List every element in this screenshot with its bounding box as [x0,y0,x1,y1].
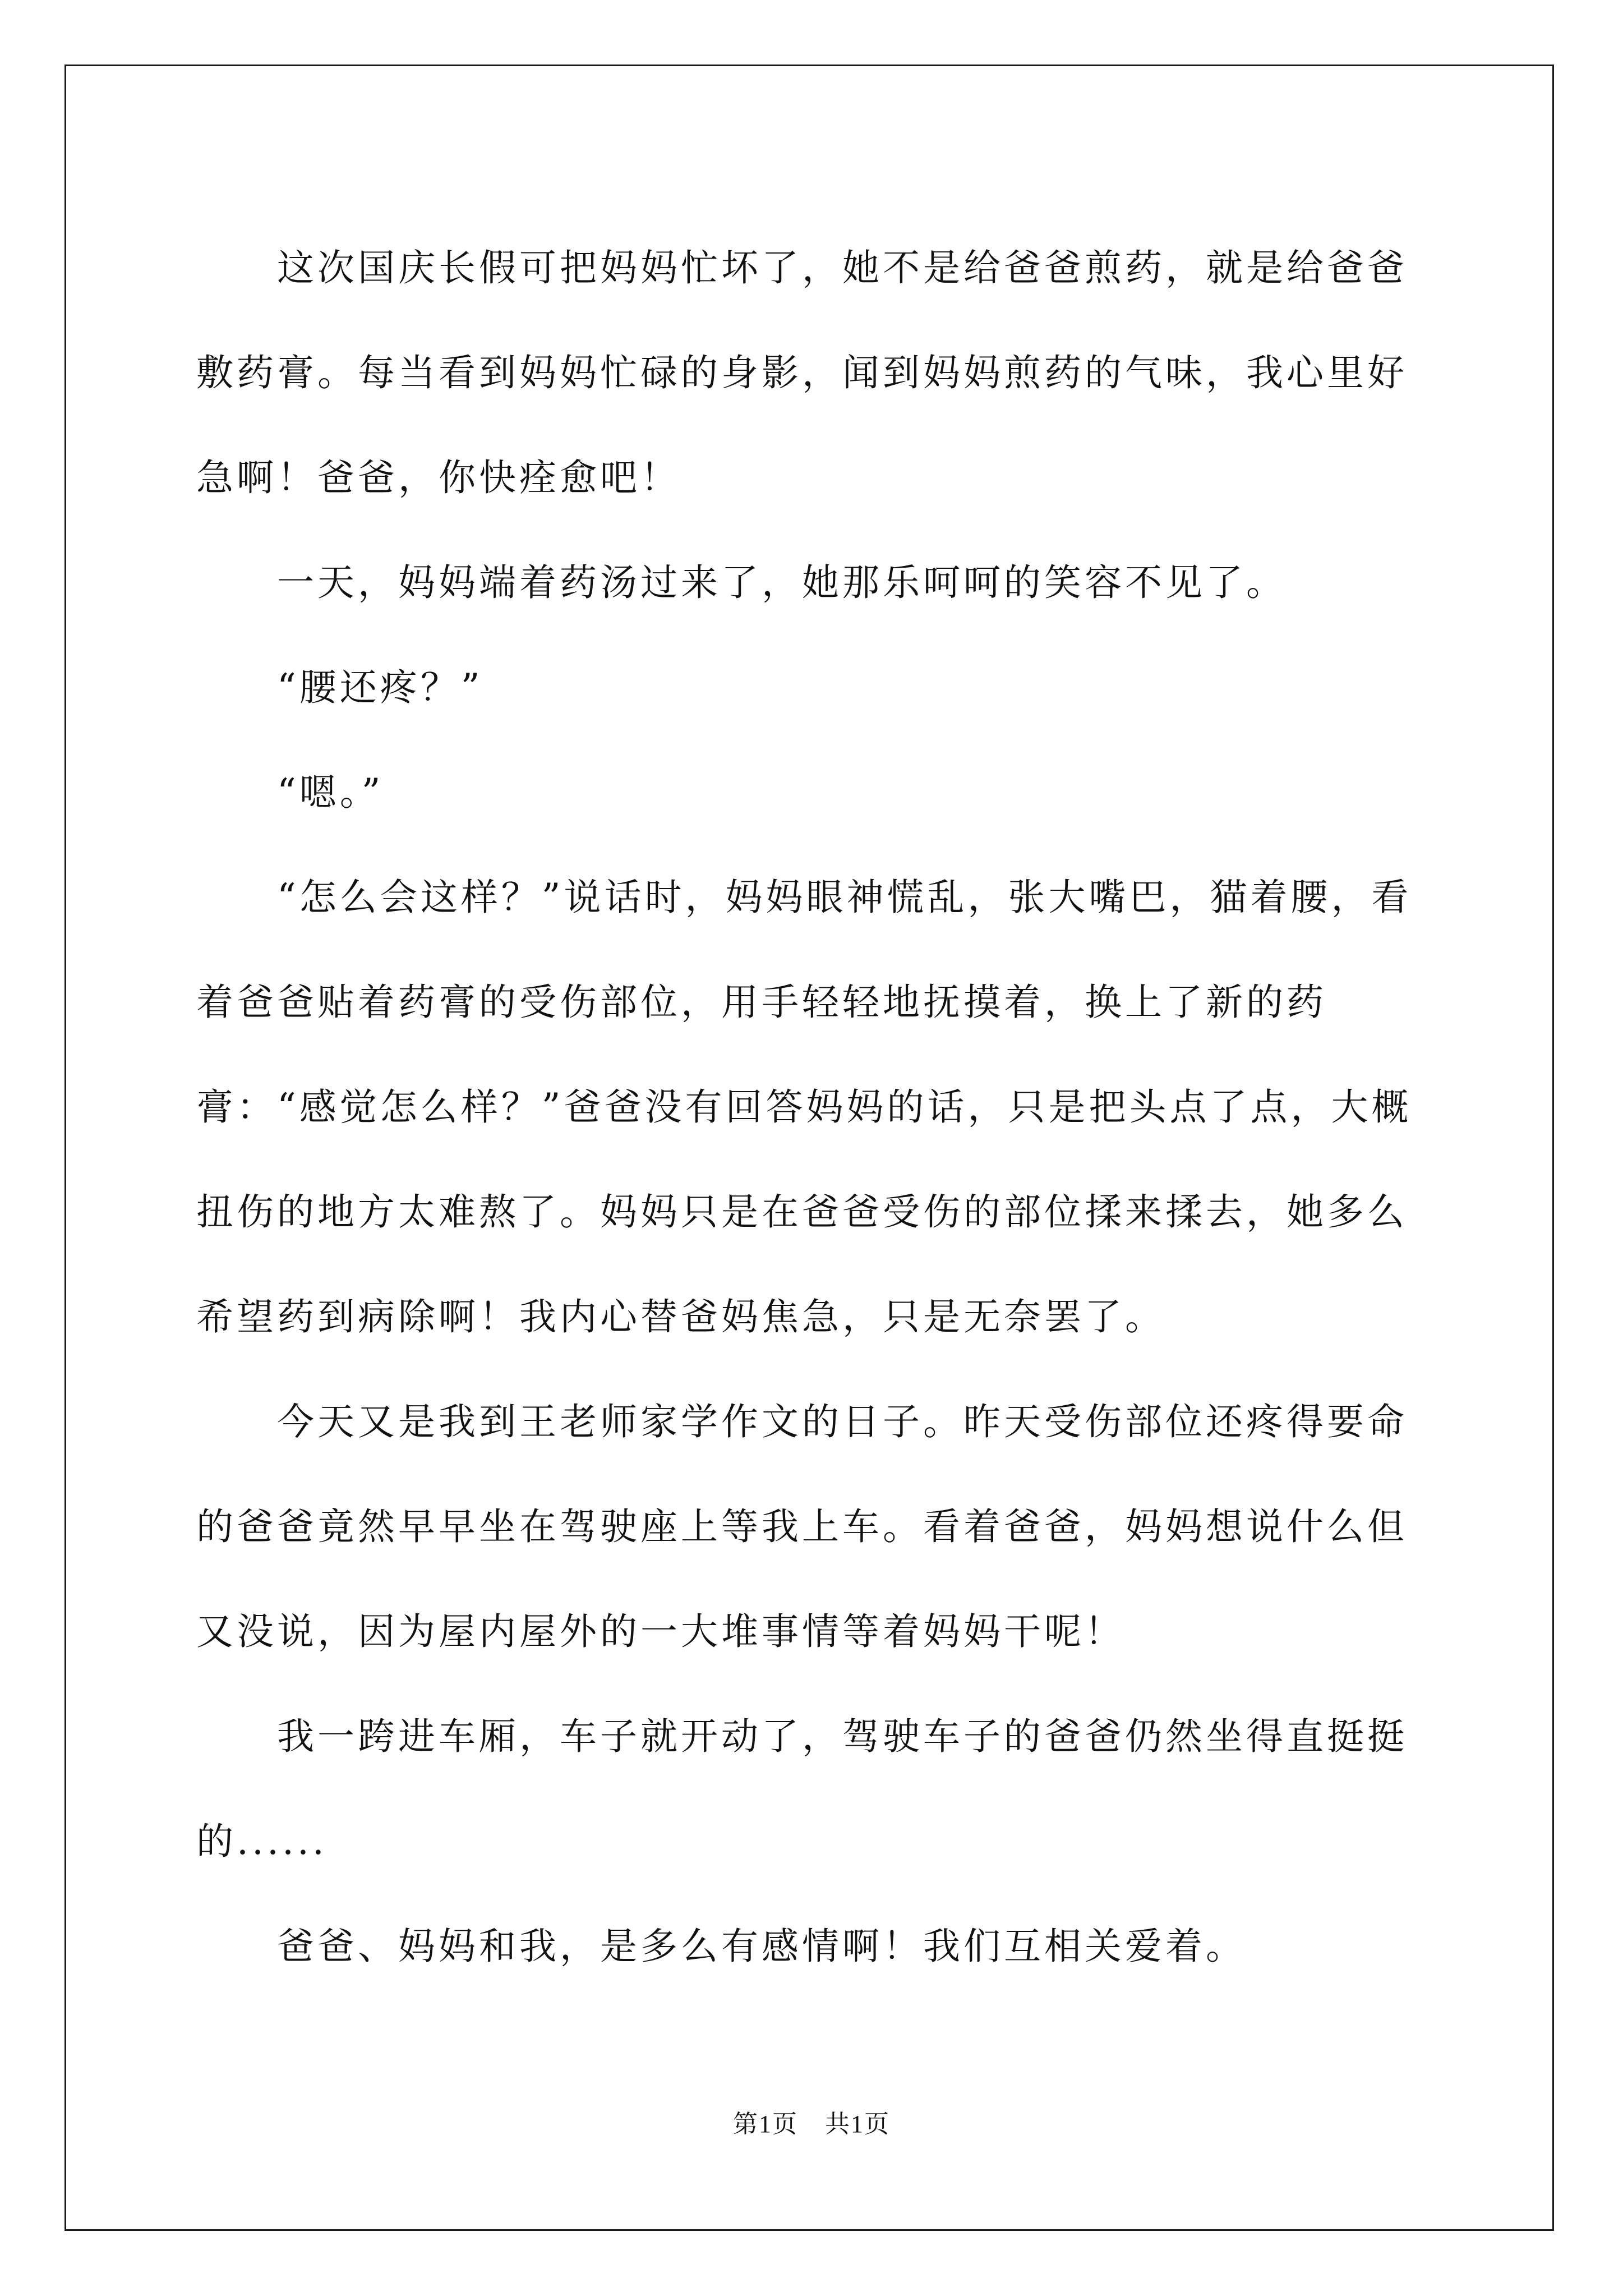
paragraph-1: 这次国庆长假可把妈妈忙坏了，她不是给爸爸煎药，就是给爸爸敷药膏。每当看到妈妈忙碌的身影，闻到妈妈煎药的气味，我心里好急啊！爸爸，你快痊愈吧！ [196,246,1408,499]
paragraph-5: “怎么会这样？”说话时，妈妈眼神慌乱，张大嘴巴，猫着腰，看着爸爸贴着药膏的受伤部位，用手轻轻地抚摸着，换上了新的药膏：“感觉怎么样？”爸爸没有回答妈妈的话，只是把头点了点，大概扭伤的地方太难熬了。妈妈只是在爸爸受伤的部位揉来揉去，她多么希望药到病除啊！我内心替爸妈焦急，只是无奈罢了。 [196,876,1412,1338]
paragraph-3: “腰还疼？” [277,666,483,709]
page-footer [0,2104,1623,2139]
page-total: 共1页 [825,2110,890,2138]
paragraph-6: 今天又是我到王老师家学作文的日子。昨天受伤部位还疼得要命的爸爸竟然早早坐在驾驶座上等我上车。看着爸爸，妈妈想说什么但又没说，因为屋内屋外的一大堆事情等着妈妈干呢！ [196,1400,1408,1653]
page-number: 第1页 [733,2110,798,2138]
paragraph-4: “嗯。” [277,771,384,814]
document-body [196,215,1430,1999]
paragraph-8: 爸爸、妈妈和我，是多么有感情啊！我们互相关爱着。 [277,1925,1246,1968]
paragraph-7: 我一跨进车厢，车子就开动了，驾驶车子的爸爸仍然坐得直挺挺的...... [196,1715,1408,1863]
paragraph-2: 一天，妈妈端着药汤过来了，她那乐呵呵的笑容不见了。 [277,561,1287,604]
